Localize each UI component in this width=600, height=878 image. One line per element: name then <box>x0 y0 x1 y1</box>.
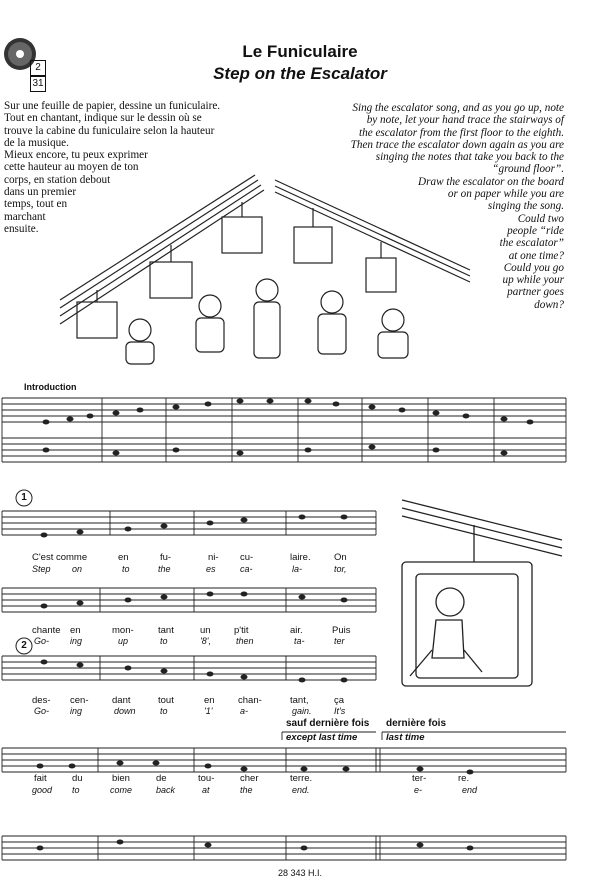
lyric-en: a- <box>240 706 249 716</box>
en-line: Then trace the escalator down again as you are <box>350 138 564 151</box>
lyric-en: good <box>32 785 53 795</box>
fr-line: dans un premier <box>4 186 77 199</box>
en-line: “ground floor”. <box>492 163 564 176</box>
en-line: people “ride <box>507 224 564 237</box>
lyric-fr: en <box>118 552 129 563</box>
lyric-fr: ni- <box>208 552 219 563</box>
en-line: Sing the escalator song, and as you go up, note <box>352 102 564 114</box>
page-subtitle: Step on the Escalator <box>213 64 387 83</box>
staff-line-2 <box>0 584 380 624</box>
lyric-en: the <box>240 785 253 795</box>
lyric-en: ca- <box>240 564 253 574</box>
page-footer: 28 343 H.I. <box>277 868 323 878</box>
fr-line: corps, en station debout <box>4 173 111 186</box>
lyric-fr: fait <box>34 773 47 784</box>
lyric-en: to <box>122 564 130 574</box>
lyric-fr: terre. <box>290 773 313 784</box>
en-line: partner goes <box>507 286 564 299</box>
lyric-fr: chante <box>32 625 61 636</box>
staff-line-4 <box>0 742 600 868</box>
lyric-fr: cher <box>240 773 259 784</box>
lyric-en: ta- <box>294 636 305 646</box>
funicular-illustration <box>0 170 600 390</box>
fr-line: marchant <box>4 210 46 223</box>
lyric-en: to <box>160 636 168 646</box>
fr-line: Mieux encore, tu peux exprimer <box>4 149 148 162</box>
sauf-derniere-fois-label: sauf dernière fois <box>286 718 370 729</box>
lyric-en: '8', <box>200 636 211 646</box>
staff-line-1 <box>0 507 380 547</box>
lyric-fr: fu- <box>160 552 172 563</box>
en-line: the escalator” <box>499 237 564 250</box>
intro-score <box>0 390 600 470</box>
lyric-fr: des- <box>32 695 51 706</box>
page-title: Le Funiculaire <box>242 42 358 61</box>
lyric-en: Step <box>32 564 51 574</box>
en-line: at one time? <box>508 249 564 262</box>
lyric-fr: bien <box>112 773 130 784</box>
lyric-fr: de <box>156 773 167 784</box>
fr-line: Sur une feuille de papier, dessine un funiculaire. <box>4 100 221 112</box>
fr-line: Tout en chantant, indique sur le dessin où se <box>4 112 202 125</box>
lyric-en: back <box>156 785 176 795</box>
fr-line: cette hauteur au moyen de ton <box>4 161 139 174</box>
lyric-fr: tant, <box>290 695 309 706</box>
lyric-en: '1' <box>204 706 213 716</box>
lyric-fr: un <box>200 625 211 636</box>
en-line: the escalator from the first floor to the eighth. <box>359 126 564 139</box>
lyric-en: e- <box>414 785 423 795</box>
lyric-fr: chan- <box>238 695 262 706</box>
except-last-time-label: except last time <box>286 732 358 743</box>
lyric-en: to <box>160 706 168 716</box>
lyric-fr: tant <box>158 625 174 636</box>
lyric-fr: en <box>70 625 81 636</box>
lyric-fr: re. <box>458 773 470 784</box>
lyric-fr: air. <box>290 625 303 636</box>
lyric-fr: ça <box>334 695 345 706</box>
cabin-illustration <box>392 480 572 700</box>
staff-line-3 <box>0 652 380 692</box>
lyric-fr: du <box>72 773 83 784</box>
lyric-en: then <box>236 636 254 646</box>
section-1-number: 1 <box>21 492 27 503</box>
lyric-fr: On <box>334 552 347 563</box>
lyric-fr: ter- <box>412 773 427 784</box>
lyric-fr: tou- <box>198 773 215 784</box>
lyric-en: end <box>462 785 478 795</box>
lyric-fr: p'tit <box>234 625 249 636</box>
lyric-en: Go- <box>34 636 50 646</box>
derniere-fois-label: dernière fois <box>386 718 447 729</box>
lyric-fr: tout <box>158 695 174 706</box>
en-line: or on paper while you are <box>447 188 564 201</box>
fr-line: trouve la cabine du funiculaire selon la hauteur <box>4 124 215 137</box>
en-line: Draw the escalator on the board <box>418 175 564 188</box>
lyric-fr: cu- <box>240 552 254 563</box>
fr-line: temps, tout en <box>4 198 68 211</box>
lyric-en: ing <box>70 636 83 646</box>
lyric-en: up <box>118 636 129 646</box>
fr-line: de la musique. <box>4 136 69 149</box>
lyric-en: tor, <box>334 564 347 574</box>
introduction-label: Introduction <box>24 382 77 392</box>
lyric-en: at <box>202 785 210 795</box>
lyric-en: come <box>110 785 133 795</box>
last-time-label: last time <box>386 732 425 743</box>
lyric-en: end. <box>292 785 310 795</box>
section-2-number: 2 <box>21 640 27 651</box>
en-line: Could two <box>517 212 564 225</box>
lyric-fr: cen- <box>70 695 89 706</box>
lyric-fr: mon- <box>112 625 134 636</box>
lyric-en: to <box>72 785 80 795</box>
en-line: Could you go <box>503 261 564 274</box>
lyric-en: the <box>158 564 171 574</box>
en-line: down? <box>534 298 564 311</box>
lyric-en: It's <box>334 706 346 716</box>
lyric-en: down <box>114 706 136 716</box>
lyric-fr: en <box>204 695 215 706</box>
lyric-en: Go- <box>34 706 50 716</box>
en-line: singing the song. <box>487 200 564 213</box>
lyric-fr: C'est comme <box>32 552 88 563</box>
lyric-fr: Puis <box>332 625 351 636</box>
lyric-en: ing <box>70 706 83 716</box>
lyric-en: la- <box>292 564 303 574</box>
lyric-fr: laire. <box>290 552 311 563</box>
en-line: up while your <box>502 274 564 287</box>
lyric-fr: dant <box>112 695 131 706</box>
fr-line: ensuite. <box>4 222 39 235</box>
lyric-en: on <box>72 564 83 574</box>
lyric-en: ter <box>334 636 345 646</box>
lyric-en: gain. <box>292 706 312 716</box>
en-line: singing the notes that take you back to the <box>375 151 564 164</box>
en-line: by note, let your hand trace the stairways of <box>366 114 564 127</box>
track-number-2: 31 <box>30 76 46 92</box>
lyric-en: es <box>206 564 216 574</box>
track-number-1: 2 <box>30 60 46 76</box>
